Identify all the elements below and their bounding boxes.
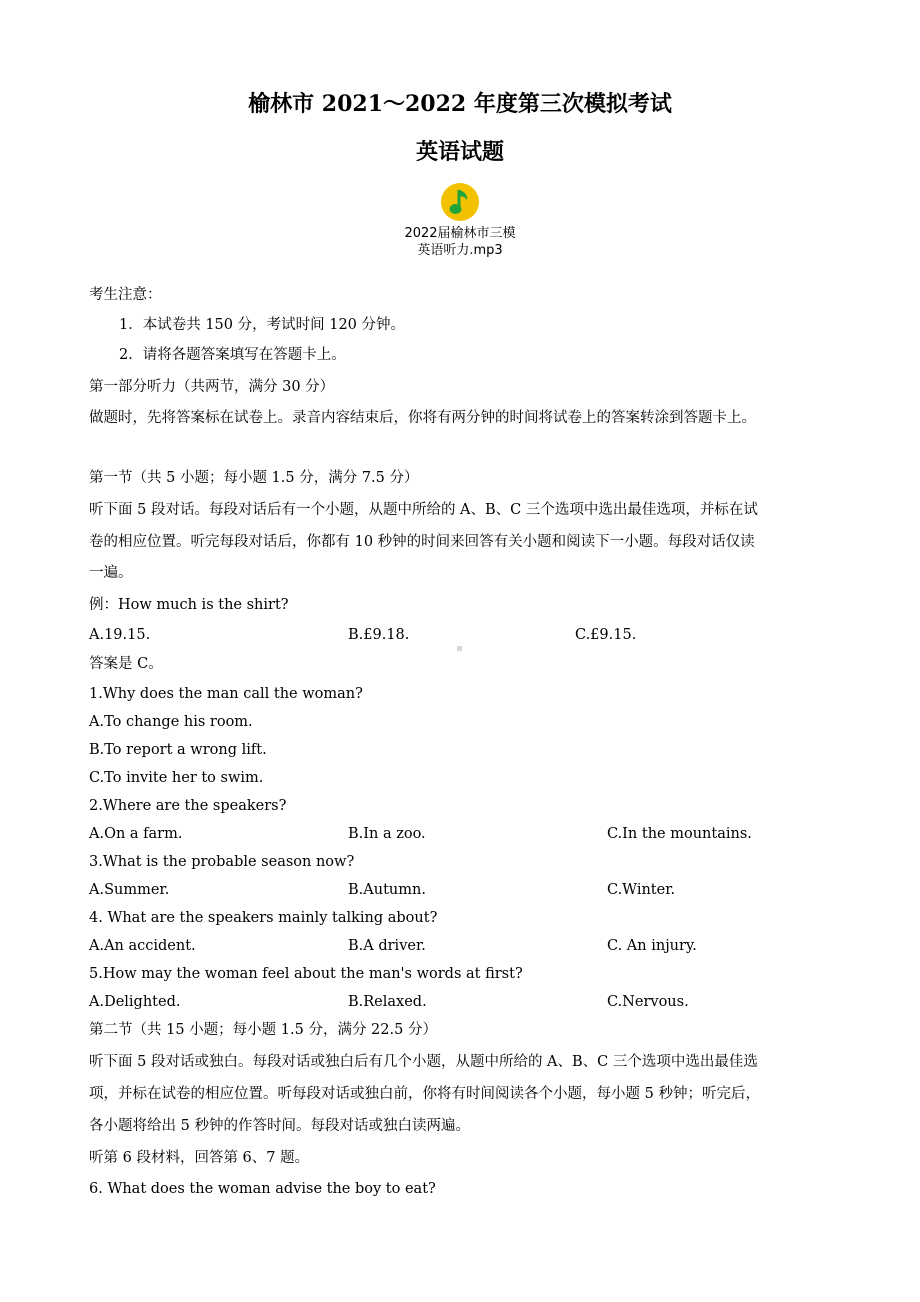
question-2: 2.Where are the speakers? bbox=[89, 798, 287, 814]
question-4-option-c: C. An injury. bbox=[607, 938, 697, 954]
question-2-option-a: A.On a farm. bbox=[89, 826, 183, 842]
example-option-a: A.19.15. bbox=[89, 627, 151, 643]
section1-instruction-line1: 听下面 5 段对话。每段对话后有一个小题，从题中所给的 A、B、C 三个选项中选出最佳选项，并标在试 bbox=[89, 502, 758, 518]
section1-instruction-line2: 卷的相应位置。听完每段对话后，你都有 10 秒钟的时间来回答有关小题和阅读下一小题。每段对话仅读 bbox=[89, 534, 755, 550]
question-5: 5.How may the woman feel about the man's words at first? bbox=[89, 966, 523, 982]
part1-heading: 第一部分听力（共两节，满分 30 分） bbox=[89, 379, 335, 395]
question-3-option-c: C.Winter. bbox=[607, 882, 676, 898]
material-6-note: 听第 6 段材料，回答第 6、7 题。 bbox=[89, 1150, 310, 1166]
section1-instruction-line3: 一遍。 bbox=[89, 565, 133, 581]
attachment-name-line1: 2022届榆林市三模 bbox=[404, 226, 516, 241]
section1-heading: 第一节（共 5 小题；每小题 1.5 分，满分 7.5 分） bbox=[89, 470, 419, 486]
question-4-option-b: B.A driver. bbox=[348, 938, 426, 954]
question-4: 4. What are the speakers mainly talking about? bbox=[89, 910, 438, 926]
notice-item-2: 2．请将各题答案填写在答题卡上。 bbox=[119, 347, 346, 363]
attachment-name-line2: 英语听力.mp3 bbox=[417, 243, 503, 258]
question-3-option-a: A.Summer. bbox=[89, 882, 170, 898]
audio-attachment[interactable] bbox=[360, 182, 560, 259]
question-3: 3.What is the probable season now? bbox=[89, 854, 355, 870]
question-4-option-a: A.An accident. bbox=[89, 938, 196, 954]
question-1-option-b: B.To report a wrong lift. bbox=[89, 742, 267, 758]
question-1: 1.Why does the man call the woman? bbox=[89, 686, 363, 702]
question-5-option-b: B.Relaxed. bbox=[348, 994, 427, 1010]
question-2-option-c: C.In the mountains. bbox=[607, 826, 752, 842]
section2-heading: 第二节（共 15 小题；每小题 1.5 分，满分 22.5 分） bbox=[89, 1022, 437, 1038]
music-note-icon bbox=[440, 182, 480, 222]
scan-artifact-dot bbox=[457, 646, 462, 651]
question-6: 6. What does the woman advise the boy to eat? bbox=[89, 1181, 436, 1197]
section2-instruction-line2: 项，并标在试卷的相应位置。听每段对话或独白前，你将有时间阅读各个小题，每小题 5 秒钟；听完后， bbox=[89, 1086, 760, 1102]
question-5-option-a: A.Delighted. bbox=[89, 994, 181, 1010]
notice-item-1: 1．本试卷共 150 分，考试时间 120 分钟。 bbox=[119, 317, 406, 333]
section2-instruction-line1: 听下面 5 段对话或独白。每段对话或独白后有几个小题，从题中所给的 A、B、C 三个选项中选出最佳选 bbox=[89, 1054, 758, 1070]
part1-instruction: 做题时，先将答案标在试卷上。录音内容结束后，你将有两分钟的时间将试卷上的答案转涂到答题卡上。 bbox=[89, 410, 756, 426]
notice-heading: 考生注意： bbox=[89, 287, 162, 303]
exam-title: 榆林市 2021～2022 年度第三次模拟考试 bbox=[248, 91, 672, 117]
question-1-option-a: A.To change his room. bbox=[89, 714, 253, 730]
question-5-option-c: C.Nervous. bbox=[607, 994, 689, 1010]
question-1-option-c: C.To invite her to swim. bbox=[89, 770, 264, 786]
exam-subtitle: 英语试题 bbox=[415, 139, 504, 165]
example-question: 例：How much is the shirt? bbox=[89, 597, 289, 613]
question-3-option-b: B.Autumn. bbox=[348, 882, 426, 898]
example-answer: 答案是 C。 bbox=[89, 656, 163, 672]
example-option-b: B.£9.18. bbox=[348, 627, 410, 643]
section2-instruction-line3: 各小题将给出 5 秒钟的作答时间。每段对话或独白读两遍。 bbox=[89, 1118, 470, 1134]
question-2-option-b: B.In a zoo. bbox=[348, 826, 426, 842]
example-option-c: C.£9.15. bbox=[575, 627, 637, 643]
